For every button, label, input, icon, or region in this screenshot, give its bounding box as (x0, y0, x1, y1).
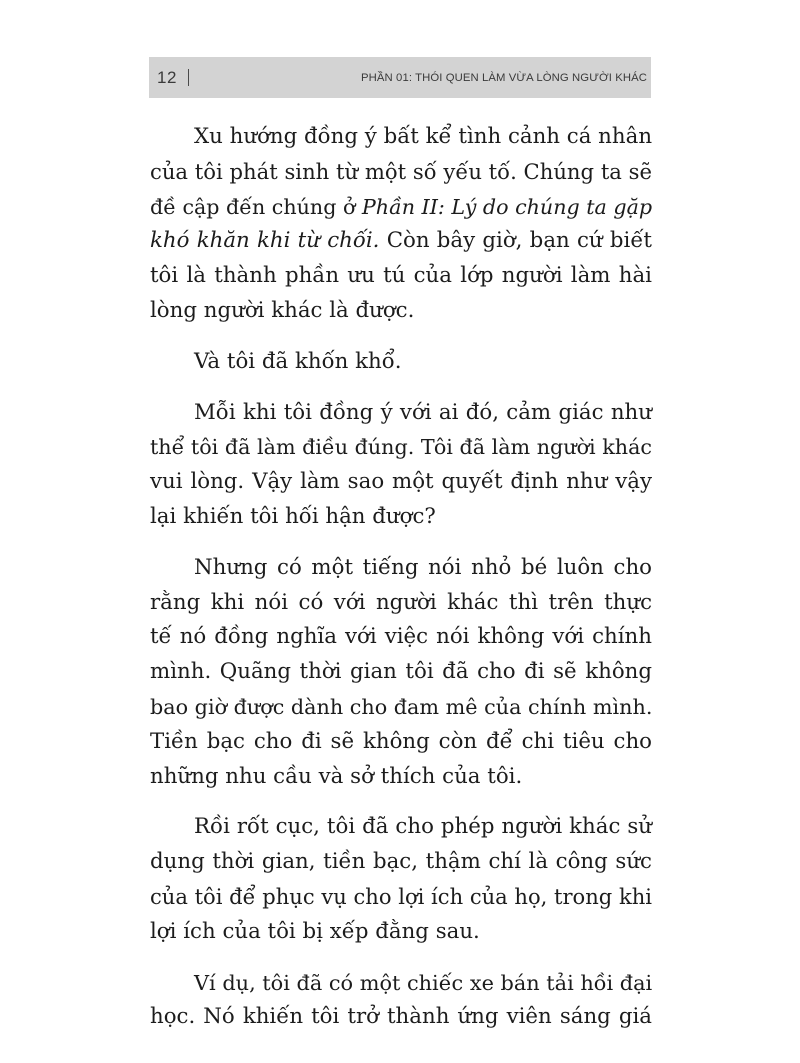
text-line: thể tôi đã làm điều đúng. Tôi đã làm người khác (150, 435, 652, 460)
text-line: Ví dụ, tôi đã có một chiếc xe bán tải hồi đại (194, 970, 653, 995)
text-line: của tôi phát sinh từ một số yếu tố. Chúng ta sẽ (150, 158, 652, 184)
text-line: tôi là thành phần ưu tú của lớp người làm hài (150, 263, 652, 289)
text-line: học. Nó khiến tôi trở thành ứng viên sáng giá (150, 1004, 652, 1030)
section-title: PHẦN 01: THÓI QUEN LÀM VỪA LÒNG NGƯỜI KHÁC (361, 71, 647, 84)
running-header (149, 57, 651, 98)
italic-book-reference: Phần II: Lý do chúng ta gặp (361, 194, 653, 219)
text-line (150, 190, 652, 225)
text-run: đề cập đến chúng ở (150, 194, 362, 219)
page-number: 12 (157, 67, 177, 87)
text-line: vui lòng. Vậy làm sao một quyết định như vậy (150, 469, 652, 495)
paragraph-2 (150, 345, 652, 380)
text-line: Nhưng có một tiếng nói nhỏ bé luôn cho (194, 554, 652, 580)
paragraph-1 (150, 120, 652, 329)
text-line: lại khiến tôi hối hận được? (150, 503, 436, 529)
text-line: những nhu cầu và sở thích của tôi. (150, 763, 523, 789)
text-line: Tiền bạc cho đi sẽ không còn để chi tiêu cho (150, 728, 652, 754)
paragraph-3 (150, 396, 652, 535)
text-line: Xu hướng đồng ý bất kể tình cảnh cá nhân (194, 124, 653, 149)
paragraph-6 (150, 966, 652, 1036)
text-run: Còn bây giờ, bạn cứ biết (379, 228, 652, 254)
text-line: mình. Quãng thời gian tôi đã cho đi sẽ không (150, 659, 652, 685)
text-line: Rồi rốt cục, tôi đã cho phép người khác sử (194, 814, 652, 840)
text-line: bao giờ được dành cho đam mê của chính mình. (150, 694, 653, 719)
text-line: lòng người khác là được. (150, 297, 415, 323)
text-line: dụng thời gian, tiền bạc, thậm chí là công sức (150, 849, 652, 875)
paragraph-4 (150, 551, 652, 795)
text-line: lợi ích của tôi bị xếp đằng sau. (150, 918, 480, 944)
body-text (150, 120, 652, 1051)
text-line: Mỗi khi tôi đồng ý với ai đó, cảm giác như (194, 399, 652, 425)
text-line: tế nó đồng nghĩa với việc nói không với chính (150, 624, 652, 650)
text-line: Và tôi đã khốn khổ. (194, 348, 402, 374)
paragraph-5 (150, 810, 652, 949)
text-line: của tôi để phục vụ cho lợi ích của họ, trong khi (150, 883, 652, 909)
text-line (150, 224, 652, 259)
italic-book-reference: khó khăn khi từ chối. (150, 228, 380, 254)
header-divider (188, 69, 190, 86)
text-line: rằng khi nói có với người khác thì trên thực (150, 589, 652, 615)
